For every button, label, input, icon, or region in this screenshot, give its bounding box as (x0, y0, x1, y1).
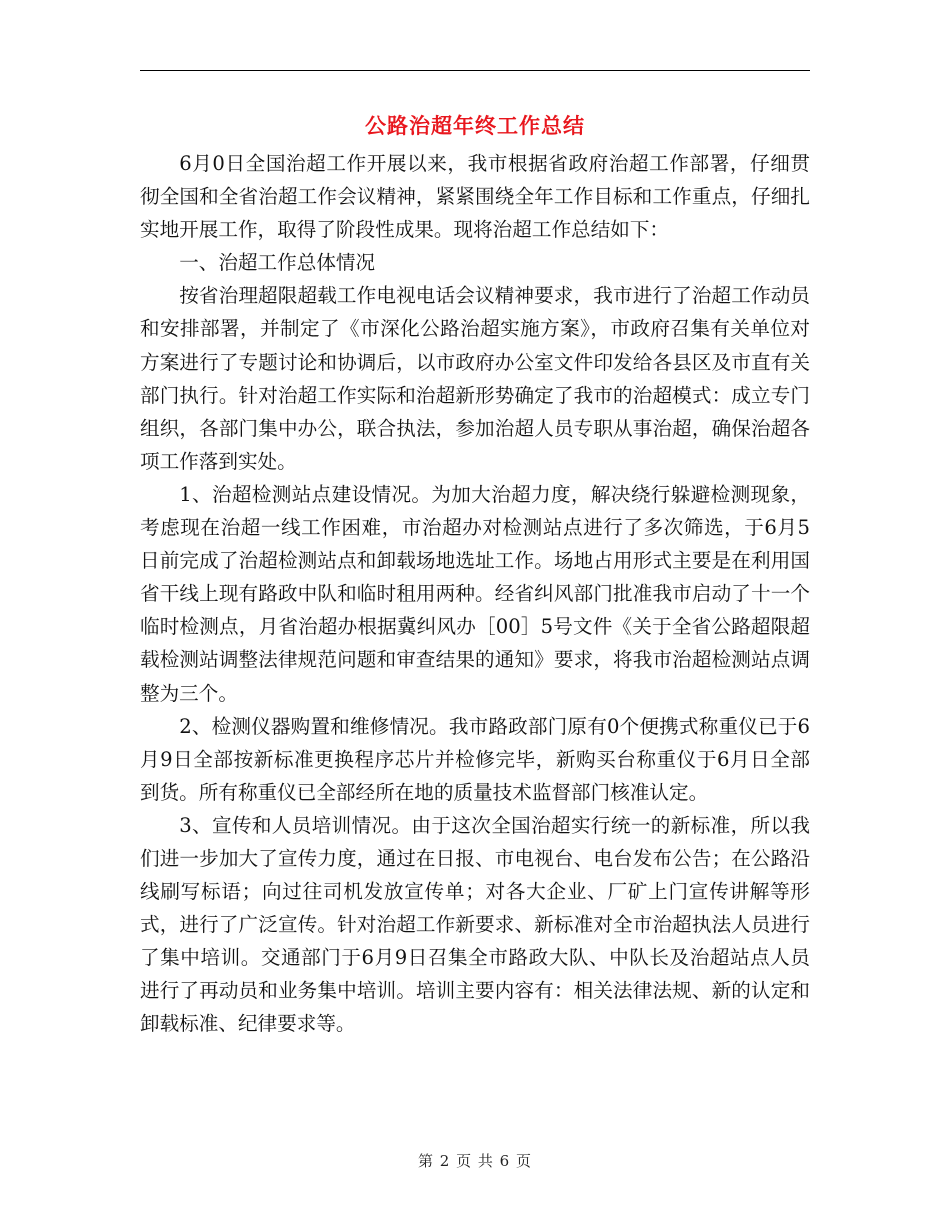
paragraph-intro: 6月0日全国治超工作开展以来，我市根据省政府治超工作部署，仔细贯彻全国和全省治超工作会议精神，紧紧围绕全年工作目标和工作重点，仔细扎实地开展工作，取得了阶段性成果。现将治超工作总结如下： (140, 152, 810, 242)
paragraph-publicity-training: 3、宣传和人员培训情况。由于这次全国治超实行统一的新标准，所以我们进一步加大了宣传力度，通过在日报、市电视台、电台发布公告；在公路沿线刷写标语；向过往司机发放宣传单；对各大企业、厂矿上门宣传讲解等形式，进行了广泛宣传。针对治超工作新要求、新标准对全市治超执法人员进行了集中培训。交通部门于6月9日召集全市路政大队、中队长及治超站点人员进行了再动员和业务集中培训。培训主要内容有：相关法律法规、新的认定和卸载标准、纪律要求等。 (140, 813, 810, 1036)
paragraph-overview: 按省治理超限超载工作电视电话会议精神要求，我市进行了治超工作动员和安排部署，并制定了《市深化公路治超实施方案》，市政府召集有关单位对方案进行了专题讨论和协调后，以市政府办公室文件印发给各县区及市直有关部门执行。针对治超工作实际和治超新形势确定了我市的治超模式：成立专门组织，各部门集中办公，联合执法，参加治超人员专职从事治超，确保治超各项工作落到实处。 (140, 284, 810, 473)
document-body (140, 147, 810, 1041)
document-title: 公路治超年终工作总结 (365, 113, 585, 138)
header-rule (140, 70, 810, 71)
section-heading-overview: 一、治超工作总体情况 (179, 251, 376, 275)
paragraph-equipment: 2、检测仪器购置和维修情况。我市路政部门原有0个便携式称重仪已于6月9日全部按新标准更换程序芯片并检修完毕，新购买台称重仪于6月日全部到货。所有称重仪已全部经所在地的质量技术监督部门核准认定。 (140, 714, 810, 804)
paragraph-station-construction: 1、治超检测站点建设情况。为加大治超力度，解决绕行躲避检测现象，考虑现在治超一线工作困难，市治超办对检测站点进行了多次筛选，于6月5日前完成了治超检测站点和卸载场地选址工作。场地占用形式主要是在利用国省干线上现有路政中队和临时租用两种。经省纠风部门批准我市启动了十一个临时检测点，月省治超办根据冀纠风办［00］5号文件《关于全省公路超限超载检测站调整法律规范问题和审查结果的通知》要求，将我市治超检测站点调整为三个。 (140, 482, 810, 705)
page-number: 第 2 页 共 6 页 (418, 1152, 532, 1170)
